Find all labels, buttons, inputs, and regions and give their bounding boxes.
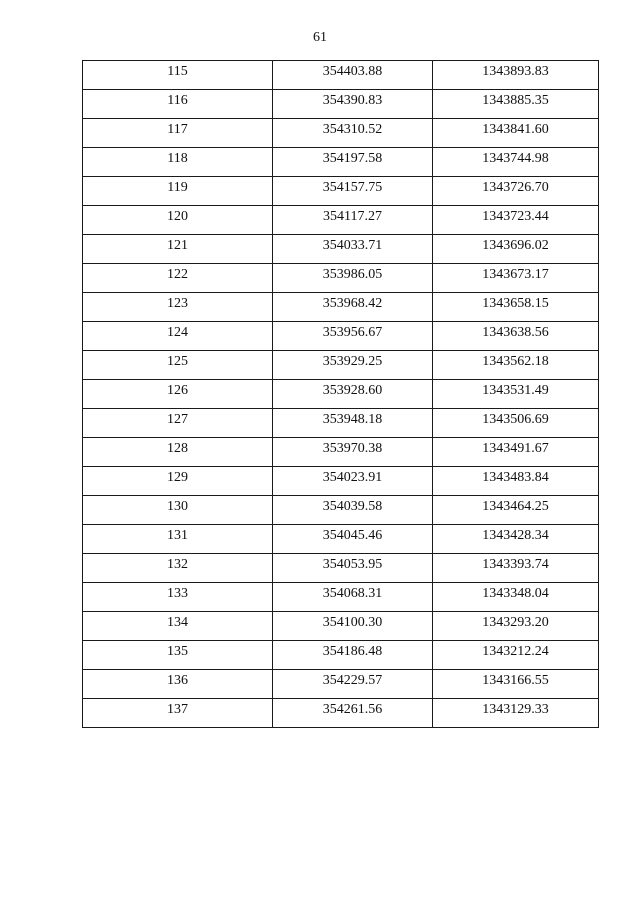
x-coordinate-cell: 353986.05 <box>273 264 433 293</box>
x-coordinate-cell: 354197.58 <box>273 148 433 177</box>
table-row <box>83 641 599 670</box>
point-number-cell: 126 <box>83 380 273 409</box>
x-coordinate-cell: 354157.75 <box>273 177 433 206</box>
x-coordinate-cell: 354310.52 <box>273 119 433 148</box>
y-coordinate-cell: 1343723.44 <box>433 206 599 235</box>
y-coordinate-cell: 1343212.24 <box>433 641 599 670</box>
table-row <box>83 467 599 496</box>
point-number-cell: 132 <box>83 554 273 583</box>
point-number-cell: 136 <box>83 670 273 699</box>
y-coordinate-cell: 1343293.20 <box>433 612 599 641</box>
x-coordinate-cell: 353956.67 <box>273 322 433 351</box>
y-coordinate-cell: 1343893.83 <box>433 61 599 90</box>
table-row <box>83 293 599 322</box>
table-row <box>83 380 599 409</box>
point-number-cell: 119 <box>83 177 273 206</box>
y-coordinate-cell: 1343393.74 <box>433 554 599 583</box>
table-row <box>83 438 599 467</box>
point-number-cell: 137 <box>83 699 273 728</box>
y-coordinate-cell: 1343166.55 <box>433 670 599 699</box>
table-row <box>83 322 599 351</box>
point-number-cell: 122 <box>83 264 273 293</box>
table-row <box>83 235 599 264</box>
point-number-cell: 133 <box>83 583 273 612</box>
table-row <box>83 612 599 641</box>
x-coordinate-cell: 354045.46 <box>273 525 433 554</box>
x-coordinate-cell: 353928.60 <box>273 380 433 409</box>
y-coordinate-cell: 1343348.04 <box>433 583 599 612</box>
y-coordinate-cell: 1343531.49 <box>433 380 599 409</box>
y-coordinate-cell: 1343638.56 <box>433 322 599 351</box>
point-number-cell: 115 <box>83 61 273 90</box>
table-row <box>83 61 599 90</box>
point-number-cell: 120 <box>83 206 273 235</box>
x-coordinate-cell: 353929.25 <box>273 351 433 380</box>
table-row <box>83 496 599 525</box>
point-number-cell: 117 <box>83 119 273 148</box>
point-number-cell: 129 <box>83 467 273 496</box>
point-number-cell: 135 <box>83 641 273 670</box>
point-number-cell: 125 <box>83 351 273 380</box>
y-coordinate-cell: 1343562.18 <box>433 351 599 380</box>
x-coordinate-cell: 354068.31 <box>273 583 433 612</box>
table-row <box>83 351 599 380</box>
y-coordinate-cell: 1343744.98 <box>433 148 599 177</box>
point-number-cell: 134 <box>83 612 273 641</box>
x-coordinate-cell: 354033.71 <box>273 235 433 264</box>
point-number-cell: 128 <box>83 438 273 467</box>
point-number-cell: 121 <box>83 235 273 264</box>
table-row <box>83 583 599 612</box>
y-coordinate-cell: 1343464.25 <box>433 496 599 525</box>
point-number-cell: 127 <box>83 409 273 438</box>
x-coordinate-cell: 354390.83 <box>273 90 433 119</box>
table-row <box>83 699 599 728</box>
y-coordinate-cell: 1343673.17 <box>433 264 599 293</box>
y-coordinate-cell: 1343658.15 <box>433 293 599 322</box>
coordinates-table <box>82 60 599 728</box>
table-row <box>83 119 599 148</box>
table-row <box>83 264 599 293</box>
y-coordinate-cell: 1343841.60 <box>433 119 599 148</box>
table-row <box>83 554 599 583</box>
point-number-cell: 118 <box>83 148 273 177</box>
x-coordinate-cell: 354117.27 <box>273 206 433 235</box>
table-row <box>83 90 599 119</box>
x-coordinate-cell: 354039.58 <box>273 496 433 525</box>
y-coordinate-cell: 1343696.02 <box>433 235 599 264</box>
y-coordinate-cell: 1343491.67 <box>433 438 599 467</box>
x-coordinate-cell: 354100.30 <box>273 612 433 641</box>
y-coordinate-cell: 1343506.69 <box>433 409 599 438</box>
table-row <box>83 148 599 177</box>
table-row <box>83 177 599 206</box>
point-number-cell: 130 <box>83 496 273 525</box>
y-coordinate-cell: 1343129.33 <box>433 699 599 728</box>
table-row <box>83 525 599 554</box>
x-coordinate-cell: 353968.42 <box>273 293 433 322</box>
x-coordinate-cell: 354023.91 <box>273 467 433 496</box>
coordinates-table-body <box>83 61 599 728</box>
y-coordinate-cell: 1343428.34 <box>433 525 599 554</box>
table-row <box>83 409 599 438</box>
point-number-cell: 124 <box>83 322 273 351</box>
x-coordinate-cell: 354403.88 <box>273 61 433 90</box>
point-number-cell: 131 <box>83 525 273 554</box>
x-coordinate-cell: 354261.56 <box>273 699 433 728</box>
x-coordinate-cell: 354186.48 <box>273 641 433 670</box>
point-number-cell: 116 <box>83 90 273 119</box>
page-number: 61 <box>313 30 327 45</box>
table-row <box>83 670 599 699</box>
x-coordinate-cell: 353948.18 <box>273 409 433 438</box>
y-coordinate-cell: 1343483.84 <box>433 467 599 496</box>
table-row <box>83 206 599 235</box>
y-coordinate-cell: 1343726.70 <box>433 177 599 206</box>
x-coordinate-cell: 354053.95 <box>273 554 433 583</box>
y-coordinate-cell: 1343885.35 <box>433 90 599 119</box>
x-coordinate-cell: 354229.57 <box>273 670 433 699</box>
point-number-cell: 123 <box>83 293 273 322</box>
x-coordinate-cell: 353970.38 <box>273 438 433 467</box>
